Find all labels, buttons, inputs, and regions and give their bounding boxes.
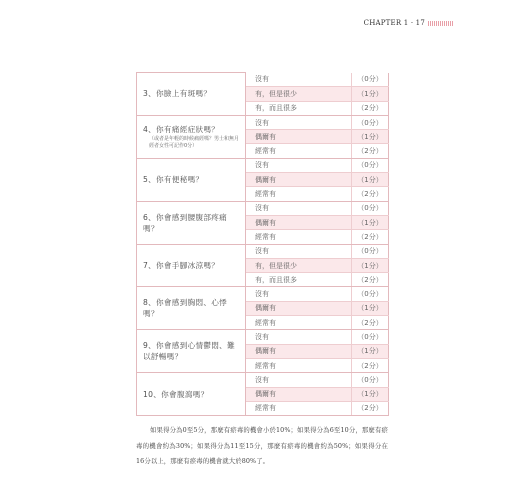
chapter-page-label: CHAPTER 1 · 17 xyxy=(363,19,425,27)
option-label: 偶爾有 xyxy=(246,387,352,401)
option-label: 沒有 xyxy=(246,373,352,387)
question-text: 7、你會手腳冰涼嗎？ xyxy=(143,261,220,270)
option-label: 沒有 xyxy=(246,244,352,258)
question-text: 9、你會感到心情鬱悶、難以舒暢嗎？ xyxy=(143,341,235,362)
option-score: （2分） xyxy=(352,401,389,415)
option-score: （2分） xyxy=(352,144,389,158)
option-score: （0分） xyxy=(352,73,389,87)
question-option-row xyxy=(137,287,389,301)
option-score: （1分） xyxy=(352,130,389,144)
question-option-row xyxy=(137,73,389,87)
option-label: 沒有 xyxy=(246,330,352,344)
question-text: 10、你會腹瀉嗎？ xyxy=(143,389,209,399)
option-label: 經常有 xyxy=(246,144,352,158)
option-label: 偶爾有 xyxy=(246,173,352,187)
question-text: 4、你有痛經症狀嗎？ xyxy=(143,124,220,134)
option-label: 沒有 xyxy=(246,115,352,129)
option-score: （0分） xyxy=(352,373,389,387)
option-label: 經常有 xyxy=(246,316,352,330)
option-label: 有，而且很多 xyxy=(246,101,352,115)
question-cell xyxy=(137,373,246,416)
question-text: 5、你有便秘嗎？ xyxy=(143,175,204,185)
option-score: （2分） xyxy=(352,101,389,115)
header-decoration xyxy=(428,21,454,26)
page-header xyxy=(364,19,454,27)
option-label: 有，但是很少 xyxy=(246,258,352,272)
option-score: （2分） xyxy=(352,187,389,201)
option-score: （1分） xyxy=(352,387,389,401)
option-score: （0分） xyxy=(352,201,389,215)
question-option-row xyxy=(137,201,389,215)
question-text: 3、你臉上有斑嗎？ xyxy=(143,89,212,99)
quiz-table xyxy=(136,72,389,416)
option-label: 偶爾有 xyxy=(246,301,352,315)
option-score: （0分） xyxy=(352,158,389,172)
result-paragraph: 如果得分為0至5分，那麼有瘀毒的機會小於10%；如果得分為6至10分，那麼有瘀毒的機會約為30%；如果得分為11至15分，那麼有瘀毒的機會約為50%；如果得分在16分以上，那麼有瘀毒的機會就大於80%了。 xyxy=(136,426,388,465)
question-option-row xyxy=(137,330,389,344)
question-text: 8、你會感到胸悶、心悸嗎？ xyxy=(143,298,228,319)
option-label: 經常有 xyxy=(246,401,352,415)
option-score: （0分） xyxy=(352,244,389,258)
option-label: 有，而且很多 xyxy=(246,273,352,287)
option-score: （2分） xyxy=(352,273,389,287)
option-score: （0分） xyxy=(352,330,389,344)
option-score: （1分） xyxy=(352,215,389,229)
option-label: 經常有 xyxy=(246,187,352,201)
option-label: 偶爾有 xyxy=(246,130,352,144)
question-option-row xyxy=(137,115,389,129)
option-label: 經常有 xyxy=(246,230,352,244)
option-score: （0分） xyxy=(352,287,389,301)
option-label: 沒有 xyxy=(246,287,352,301)
option-label: 經常有 xyxy=(246,358,352,372)
question-cell xyxy=(137,201,246,244)
option-score: （1分） xyxy=(352,87,389,101)
question-cell xyxy=(137,287,246,330)
option-label: 有，但是很少 xyxy=(246,87,352,101)
option-label: 偶爾有 xyxy=(246,344,352,358)
question-option-row xyxy=(137,244,389,258)
question-cell xyxy=(137,330,246,373)
option-score: （0分） xyxy=(352,115,389,129)
question-option-row xyxy=(137,373,389,387)
option-score: （1分） xyxy=(352,258,389,272)
question-option-row xyxy=(137,158,389,172)
option-label: 沒有 xyxy=(246,73,352,87)
question-cell xyxy=(137,158,246,201)
option-label: 沒有 xyxy=(246,158,352,172)
option-score: （2分） xyxy=(352,230,389,244)
question-cell xyxy=(137,73,246,116)
option-score: （2分） xyxy=(352,358,389,372)
question-cell xyxy=(137,244,246,287)
question-text: 6、你會感到腰腹部疼痛嗎？ xyxy=(143,212,228,233)
question-note: （或者是年輕的時候痛經嗎？男士和無月經者女性可記作0分） xyxy=(149,135,240,149)
option-score: （2分） xyxy=(352,316,389,330)
option-label: 偶爾有 xyxy=(246,215,352,229)
option-score: （1分） xyxy=(352,344,389,358)
option-score: （1分） xyxy=(352,173,389,187)
question-cell xyxy=(137,115,246,158)
option-score: （1分） xyxy=(352,301,389,315)
option-label: 沒有 xyxy=(246,201,352,215)
